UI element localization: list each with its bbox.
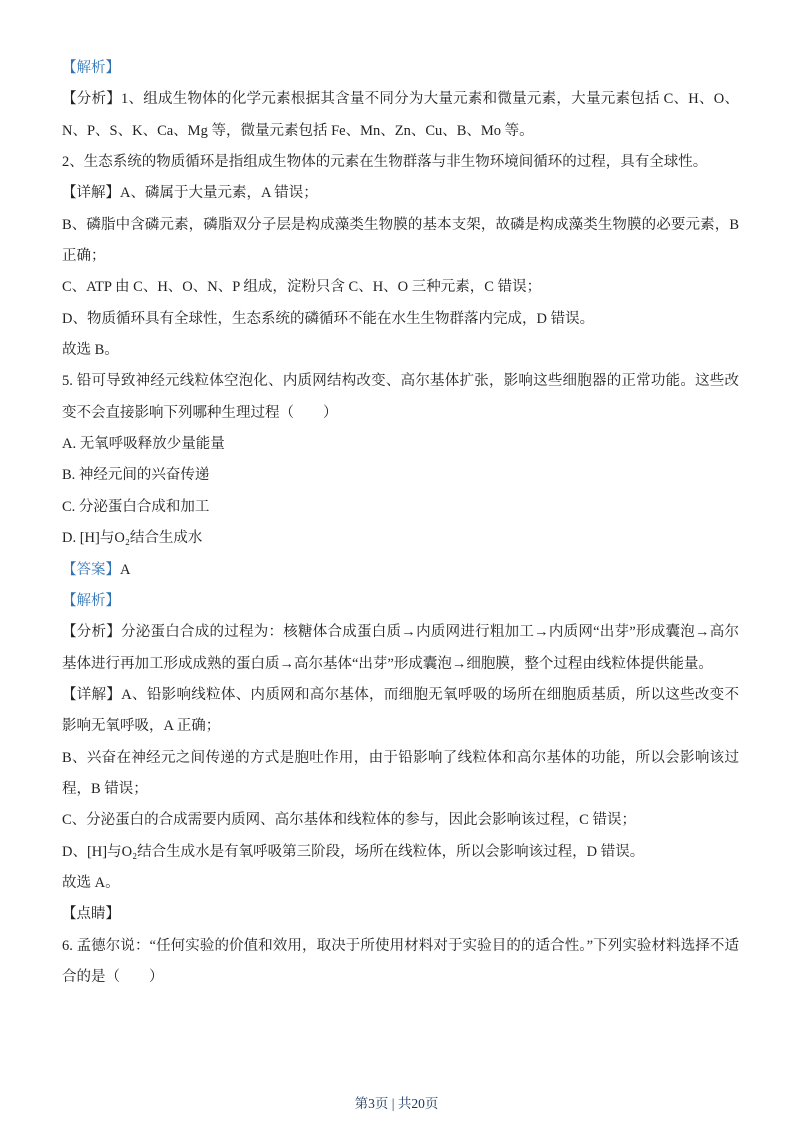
- q5-option-b: B. 神经元间的兴奋传递: [62, 467, 210, 484]
- question-6-stem: 6. 孟德尔说：“任何实验的价值和效用，取决于所使用材料对于实验目的的适合性。”下列实验材料选择不适合的是（ ）: [62, 937, 739, 985]
- q4-detail-option-a: 【详解】A、磷属于大量元素，A 错误；: [62, 185, 318, 202]
- q4-detail-option-b: B、磷脂中含磷元素，磷脂双分子层是构成藻类生物膜的基本支架，故磷是构成藻类生物膜的必要元素，B 正确；: [62, 216, 739, 265]
- q4-detail-option-d: D、物质循环具有全球性，生态系统的磷循环不能在水生生物群落内完成，D 错误。: [62, 310, 595, 327]
- page-number-text: 第3页 | 共20页: [354, 1096, 439, 1111]
- section-label-jiexi-q4: [62, 53, 739, 84]
- q4-analysis-point-1: 【分析】1、组成生物体的化学元素根据其含量不同分为大量元素和微量元素，大量元素包括 C、H、O、N、P、S、K、Ca、Mg 等，微量元素包括 Fe、Mn、Zn、Cu、B、Mo 等。: [62, 91, 739, 139]
- q4-detail-option-c: C、ATP 由 C、H、O、N、P 组成，淀粉只含 C、H、O 三种元素，C 错误；: [62, 279, 542, 296]
- page-number-footer: [0, 1092, 793, 1112]
- q5-option-a: A. 无氧呼吸释放少量能量: [62, 436, 225, 453]
- jiexi-tag: 【解析】: [62, 60, 120, 76]
- q5-option-d: D. [H]与O₂结合生成水: [62, 530, 203, 547]
- daan-tag: 【答案】: [62, 561, 120, 578]
- q5-analysis: 【分析】分泌蛋白合成的过程为：核糖体合成蛋白质→内质网进行粗加工→内质网“出芽”形成囊泡→高尔基体进行再加工形成成熟的蛋白质→高尔基体“出芽”形成囊泡→细胞膜，整个过程由线粒体提供能量。: [62, 624, 739, 672]
- q4-analysis-point-2: 2、生态系统的物质循环是指组成生物体的元素在生物群落与非生物环境间循环的过程，具有全球性。: [62, 154, 708, 171]
- q5-detail-option-c: C、分泌蛋白的合成需要内质网、高尔基体和线粒体的参与，因此会影响该过程，C 错误；: [62, 812, 636, 829]
- jiexi-tag: 【解析】: [62, 592, 120, 609]
- document-body: [62, 53, 739, 993]
- q5-detail-option-d: D、[H]与O₂结合生成水是有氧呼吸第三阶段，场所在线粒体，所以会影响该过程，D 错误。: [62, 843, 645, 860]
- q5-option-c: C. 分泌蛋白合成和加工: [62, 498, 210, 515]
- q5-detail-option-a: 【详解】A、铅影响线粒体、内质网和高尔基体，而细胞无氧呼吸的场所在细胞质基质，所以这些改变不影响无氧呼吸，A 正确；: [62, 686, 739, 735]
- section-label-jiexi-q5: [62, 586, 739, 617]
- question-5-stem: 5. 铅可导致神经元线粒体空泡化、内质网结构改变、高尔基体扩张，影响这些细胞器的正常功能。这些改变不会直接影响下列哪种生理过程（ ）: [62, 373, 739, 421]
- q5-detail-option-b: B、兴奋在神经元之间传递的方式是胞吐作用，由于铅影响了线粒体和高尔基体的功能，所以会影响该过程，B 错误；: [62, 749, 739, 797]
- q5-answer-value: A: [120, 561, 131, 578]
- q4-conclusion: 故选 B。: [62, 342, 119, 359]
- q5-answer-line: [62, 555, 739, 586]
- q5-conclusion: 故选 A。: [62, 874, 120, 891]
- section-label-dianjing: 【点睛】: [62, 906, 120, 923]
